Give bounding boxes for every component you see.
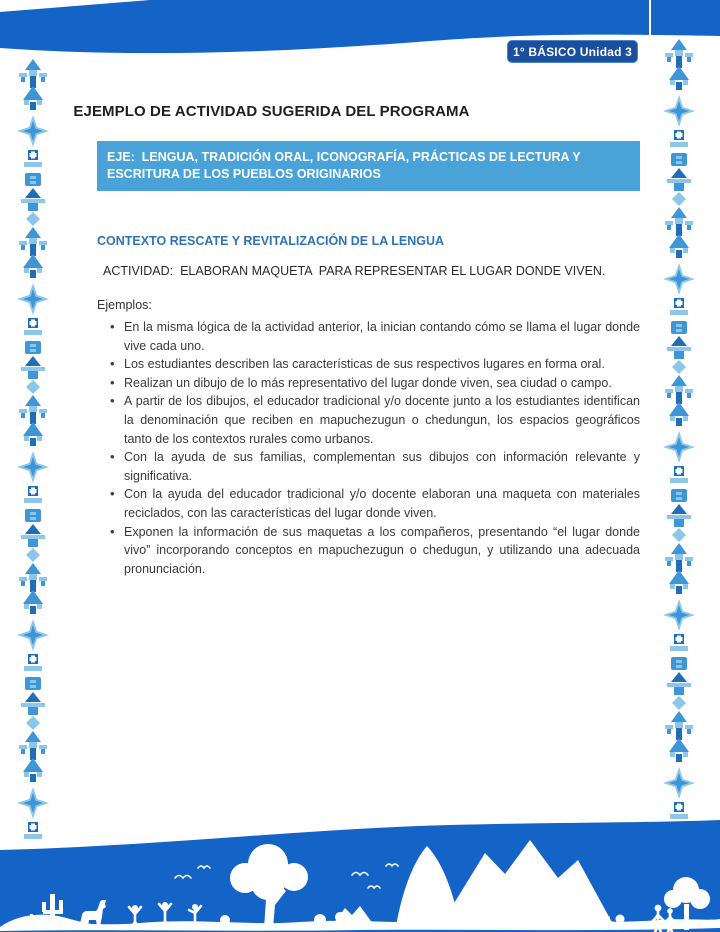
mapuche-pattern-border-right <box>662 0 696 932</box>
landscape-silhouette <box>0 820 720 932</box>
eje-banner: EJE: LENGUA, TRADICIÓN ORAL, ICONOGRAFÍA, PRÁCTICAS DE LECTURA Y ESCRITURA DE LOS PUEBLOS ORIGINARIOS <box>97 141 640 191</box>
bullet-item: • Con la ayuda de sus familias, complementan sus dibujos con información relevante y significativa. <box>97 448 640 485</box>
bullet-item: • En la misma lógica de la actividad anterior, la inician contando cómo se llama el lugar donde vive cada uno. <box>97 318 640 355</box>
bullet-item: • A partir de los dibujos, el educador tradicional y/o docente junto a los estudiantes identifican la denominación que reciben en mapuchezugun o chedungun, los espacios geográficos tanto de los contextos rurales como urbanos. <box>97 392 640 448</box>
unit-badge: 1° BÁSICO Unidad 3 <box>507 40 638 63</box>
ejemplos-label: Ejemplos: <box>97 298 152 312</box>
bullet-item: • Realizan un dibujo de lo más representativo del lugar donde viven, sea ciudad o campo. <box>97 374 640 393</box>
bullet-item: • Con la ayuda del educador tradicional y/o docente elaboran una maqueta con materiales reciclados, con las características del lugar donde viven. <box>97 485 640 522</box>
page-title: EJEMPLO DE ACTIVIDAD SUGERIDA DEL PROGRAMA <box>73 103 470 120</box>
activity-bullet-list <box>97 318 640 578</box>
actividad-line: ACTIVIDAD: ELABORAN MAQUETA PARA REPRESENTAR EL LUGAR DONDE VIVEN. <box>103 264 606 278</box>
contexto-heading: CONTEXTO RESCATE Y REVITALIZACIÓN DE LA LENGUA <box>97 234 445 248</box>
bullet-item: • Los estudiantes describen las características de sus respectivos lugares en forma oral. <box>97 355 640 374</box>
bullet-item: • Exponen la información de sus maquetas a los compañeros, presentando “el lugar donde vivo” incorporando conceptos en mapuchezugun o chedugun, y utilizando una adecuada pronunciación. <box>97 523 640 579</box>
mapuche-pattern-border-left <box>16 0 50 932</box>
